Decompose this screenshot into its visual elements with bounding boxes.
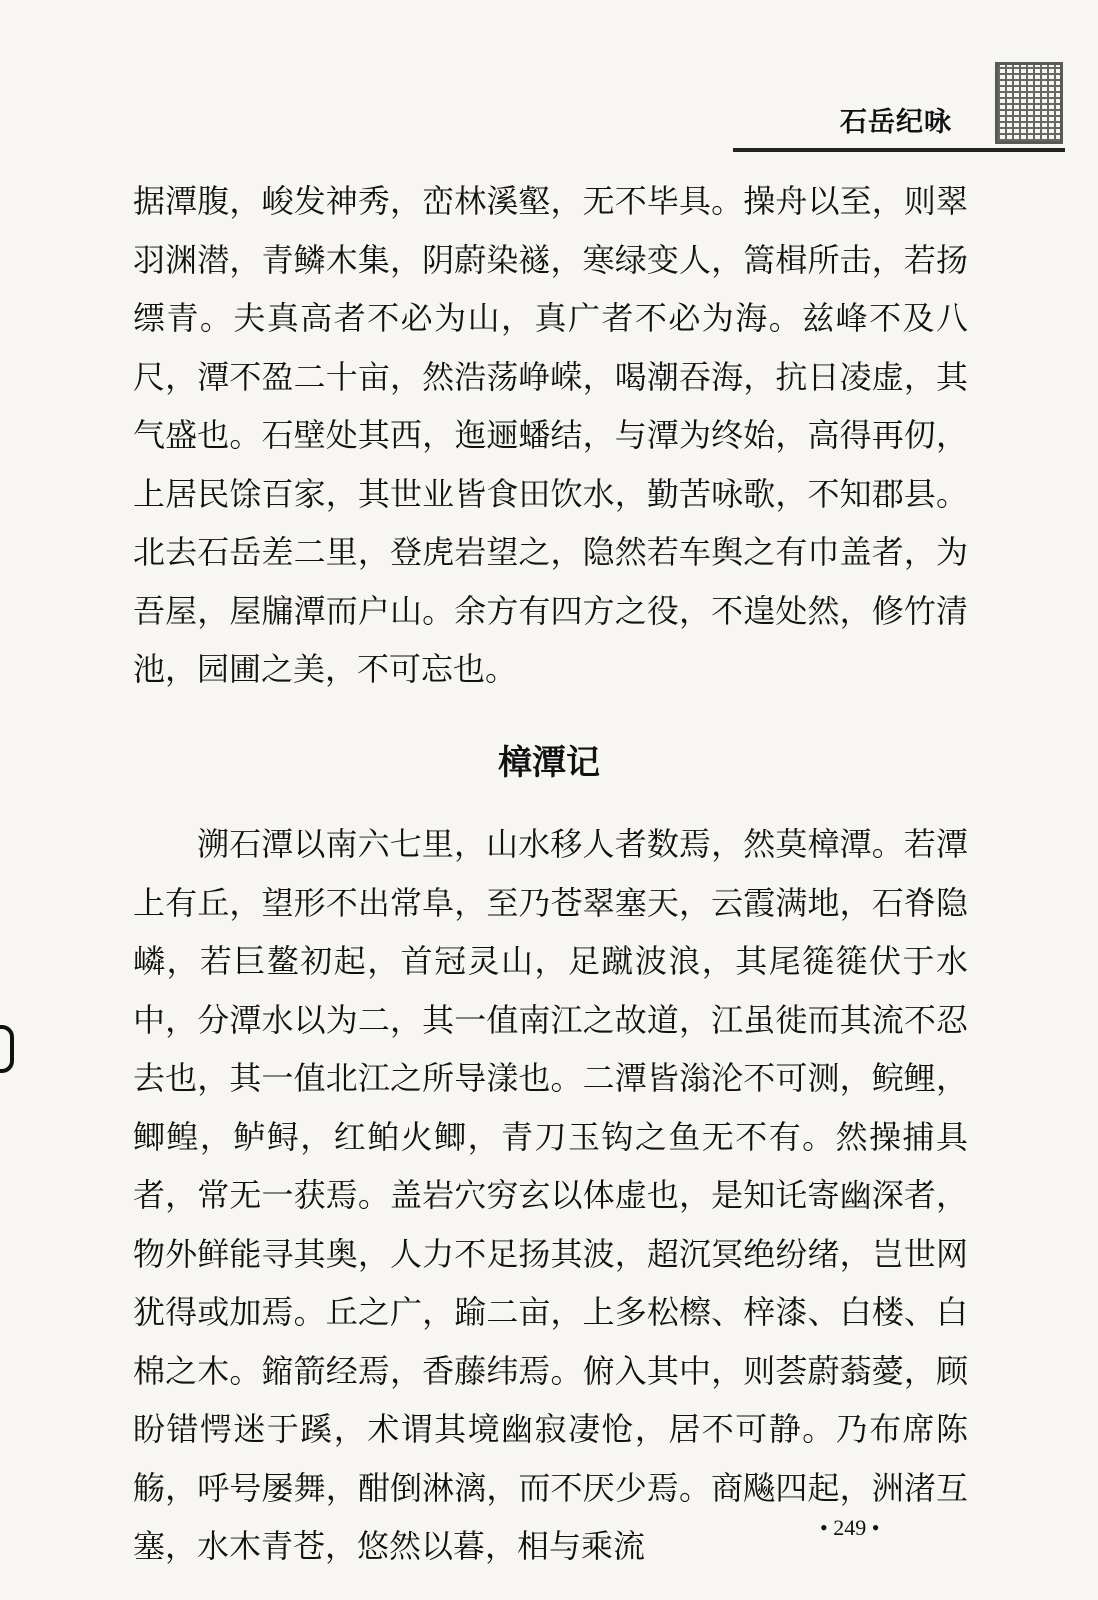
edge-mark <box>0 1025 14 1073</box>
page-number: • 249 • <box>820 1515 880 1540</box>
seal-stamp-icon <box>995 62 1063 144</box>
header-rule <box>733 148 1065 152</box>
section-title: 樟潭记 <box>498 743 600 783</box>
paragraph-1: 据潭腹，峻发神秀，峦林溪壑，无不毕具。操舟以至，则翠羽渊潜，青鳞木集，阴蔚染襚，寒绿变人，篙楫所击，若扬缥青。夫真高者不必为山，真广者不必为海。兹峰不及八尺，潭不盈二十亩，然浩荡峥嵘，喝潮吞海，抗日凌虚，其气盛也。石壁处其西，迤逦蟠结，与潭为终始，高得再仞，上居民馀百家，其世业皆食田饮水，勤苦咏歌，不知郡县。北去石岳差二里，登虎岩望之，隐然若车舆之有巾盖者，为吾屋，屋牖潭而户山。余方有四方之役，不遑处然，修竹清池，园圃之美，不可忘也。 <box>133 182 968 688</box>
paragraph-2: 溯石潭以南六七里，山水移人者数焉，然莫樟潭。若潭上有丘，望形不出常阜，至乃苍翠塞天，云霞满地，石脊隐嶙，若巨鳌初起，首冠灵山，足蹴波浪，其尾簁簁伏于水中，分潭水以为二，其一值南江之故道，江虽徙而其流不忍去也，其一值北江之所导漾也。二潭皆滃沦不可测，鲩鲤，鲫鳇，鲈鲟，红鲌火鲫，青刀玉钩之鱼无不有。然操捕具者，常无一获焉。盖岩穴穷玄以体虚也，是知讬寄幽深者，物外鲜能寻其奥，人力不足扬其波，超沉冥绝纷绪，岂世网犹得或加焉。丘之广，踰二亩，上多松檫、梓漆、白楼、白棉之木。鏥箭经焉，香藤纬焉。俯入其中，则荟蔚蓊薆，顾盼错愕迷于蹊，术谓其境幽寂凄怆，居不可静。乃布席陈觞，呼号屡舞，酣倒淋漓，而不厌少焉。商飚四起，洲渚互塞，水木青苍，悠然以暮，相与乘流 <box>133 825 968 1565</box>
running-header-title: 石岳纪咏 <box>840 107 952 138</box>
